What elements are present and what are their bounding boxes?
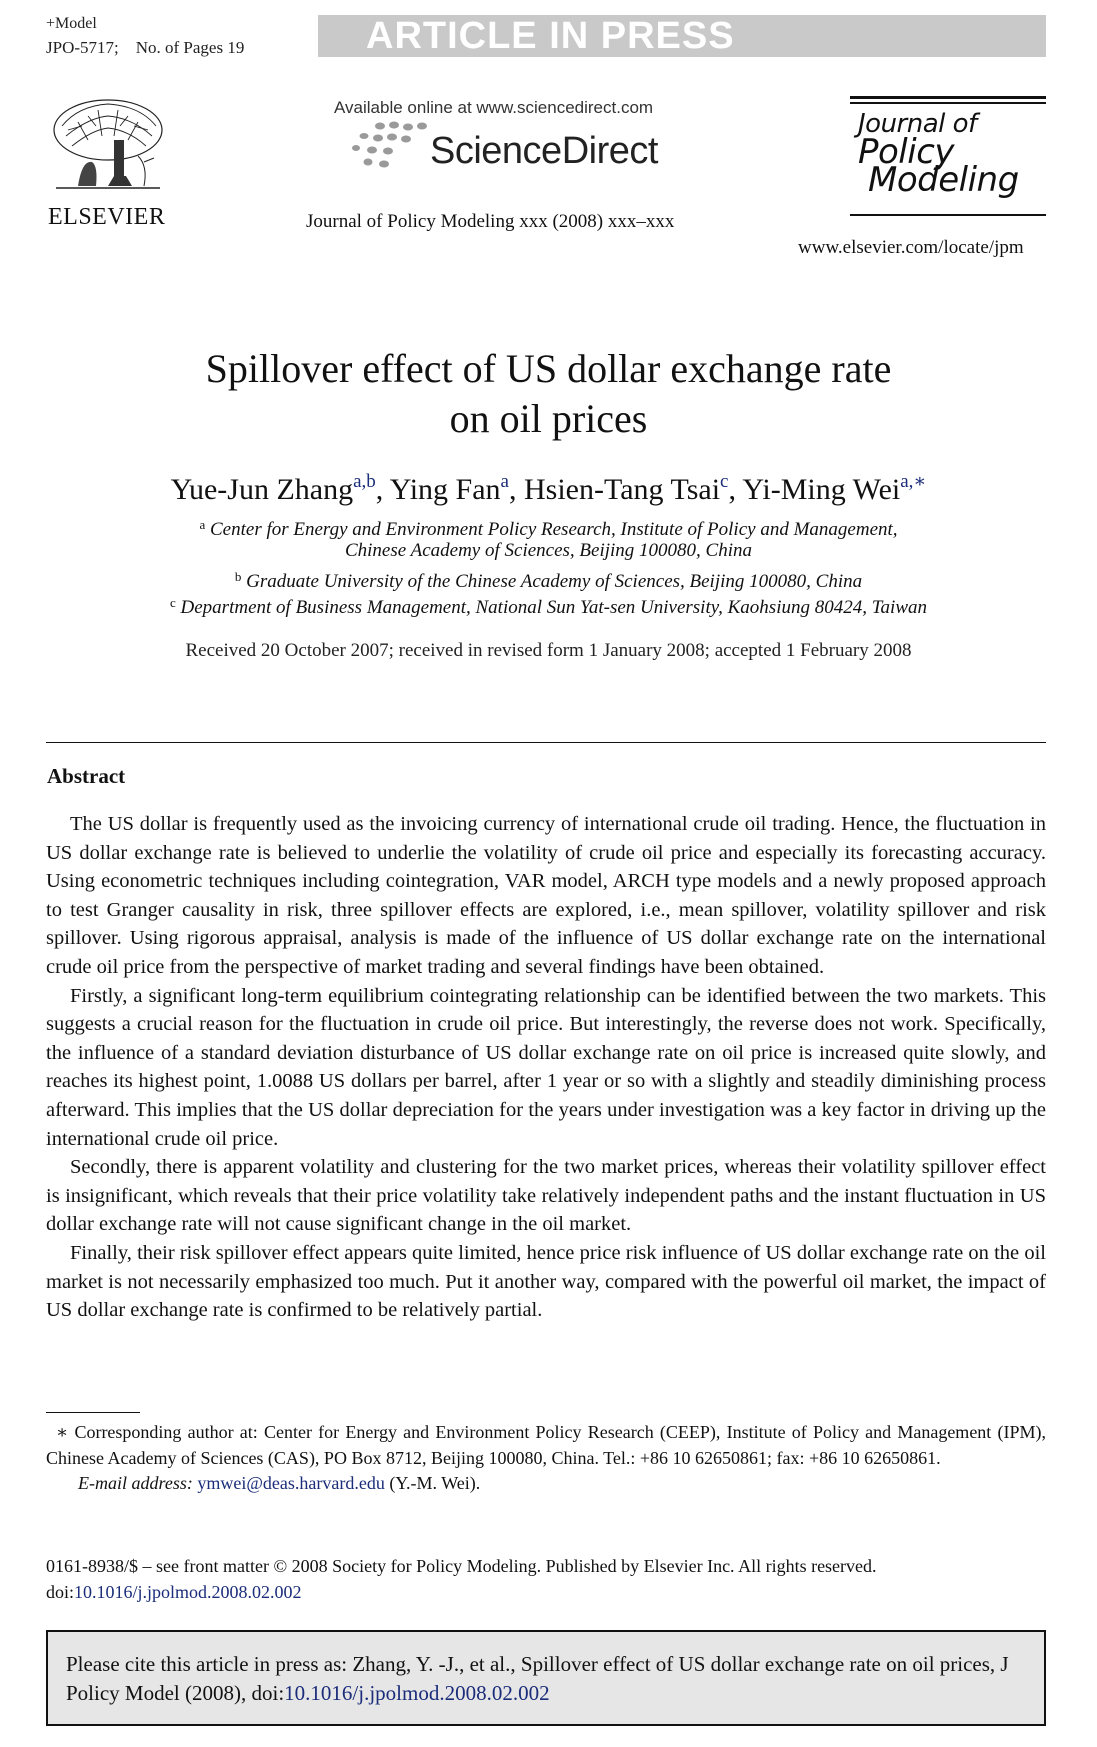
abstract-heading: Abstract xyxy=(47,764,126,788)
affiliation-text: Center for Energy and Environment Policy Research, Institute of Policy and Management, xyxy=(210,519,898,540)
email-owner: (Y.-M. Wei). xyxy=(389,1473,481,1493)
author-name: Hsien-Tang Tsai xyxy=(523,473,721,506)
elsevier-tree-icon xyxy=(48,96,166,192)
sciencedirect-dots-icon xyxy=(350,120,434,176)
affiliation-text: Department of Business Management, National Sun Yat-sen University, Kaohsiung 80424, Taiwan xyxy=(180,597,927,618)
footnote-star: ∗ xyxy=(56,1422,69,1442)
model-label: +Model xyxy=(46,15,97,32)
received-dates: Received 20 October 2007; received in revised form 1 January 2008; accepted 1 February 2008 xyxy=(185,640,912,661)
author-name: Yi-Ming Wei xyxy=(742,473,901,506)
article-code xyxy=(46,38,244,57)
affiliation-mark: c xyxy=(170,595,176,610)
journal-logo xyxy=(858,109,1019,200)
footnote xyxy=(46,1420,1046,1497)
author-affiliation-mark[interactable]: a,∗ xyxy=(900,471,927,492)
journal-logo-line3: Modeling xyxy=(868,160,1019,200)
author-list xyxy=(0,470,1097,507)
abstract-paragraph: Secondly, there is apparent volatility and clustering for the two market prices, whereas their volatility spillover effect is insignificant, which reveals that their price volatility take relatively independent paths and the instant fluctuation in US dollar exchange rate will not cause significant change in the oil market. xyxy=(46,1156,1046,1236)
footnote-text: Corresponding author at: Center for Energy and Environment Policy Research (CEEP), Institute of Policy and Management (IPM), Chinese Academy of Sciences (CAS), PO Box 8712, Beijing 100080, China. Tel.: +86 10 62650861; fax: +86 10 62650861. xyxy=(46,1422,1046,1468)
affiliation-a-line2: Chinese Academy of Sciences, Beijing 100080, China xyxy=(344,540,752,561)
journal-logo-line1: Journal of xyxy=(858,109,977,139)
affiliation-mark: b xyxy=(234,569,242,584)
abstract-paragraph: Finally, their risk spillover effect appears quite limited, hence price risk influence of US dollar exchange rate on the oil market is not necessarily emphasized too much. Put it another way, compared with the powerful oil market, the impact of US dollar exchange rate is confirmed to be relatively partial. xyxy=(46,1241,1046,1322)
journal-url[interactable]: www.elsevier.com/locate/jpm xyxy=(798,237,1024,258)
article-id: JPO-5717; xyxy=(46,38,119,57)
doi-label: doi: xyxy=(46,1581,75,1602)
citation-doi-link[interactable]: 10.1016/j.jpolmod.2008.02.002 xyxy=(284,1681,550,1705)
journal-logo-line2: Policy xyxy=(858,132,955,172)
citation-box xyxy=(46,1630,1046,1726)
citation-text: Please cite this article in press as: Zhang, Y. -J., et al., Spillover effect of US dollar exchange rate on oil prices, J Policy Model (2008), doi: xyxy=(66,1652,1009,1705)
footnote-rule xyxy=(46,1412,140,1413)
author-separator: , xyxy=(508,473,524,506)
doi-link[interactable]: 10.1016/j.jpolmod.2008.02.002 xyxy=(74,1581,302,1602)
page-count: No. of Pages 19 xyxy=(135,38,245,57)
doi-line xyxy=(46,1580,1046,1606)
title-line1: Spillover effect of US dollar exchange rate xyxy=(205,346,892,391)
abstract-body xyxy=(46,810,1046,1325)
author-affiliation-mark[interactable]: a xyxy=(500,471,509,492)
email-link[interactable]: ymwei@deas.harvard.edu xyxy=(197,1473,385,1493)
elsevier-wordmark: ELSEVIER xyxy=(48,204,166,230)
affiliation-mark: a xyxy=(199,517,206,532)
email-label: E-mail address: xyxy=(78,1473,193,1493)
journal-reference: Journal of Policy Modeling xxx (2008) xxx–xxx xyxy=(306,211,675,232)
title-line2: on oil prices xyxy=(449,396,648,441)
author-name: Ying Fan xyxy=(389,473,501,506)
abstract-divider xyxy=(46,742,1046,743)
article-title xyxy=(0,344,1097,444)
journal-logo-rule-top2 xyxy=(850,102,1046,104)
corresponding-author-note xyxy=(46,1420,1046,1471)
affiliation-text: Graduate University of the Chinese Academy of Sciences, Beijing 100080, China xyxy=(246,571,863,592)
journal-logo-rule-top xyxy=(850,96,1046,99)
affiliation-c xyxy=(0,590,1097,621)
abstract-paragraph: Firstly, a significant long-term equilibrium cointegrating relationship can be identified between the two markets. This suggests a crucial reason for the fluctuation in crude oil price. But interestingly, the reverse does not work. Specifically, the influence of a standard deviation disturbance of US dollar exchange rate on oil price is increased quite slowly, and reaches its highest point, 1.0088 US dollars per barrel, after 1 year or so with a slightly and steadily diminishing process afterward. This implies that the US dollar depreciation for the years under investigation was a key factor in driving up the international crude oil price. xyxy=(46,984,1046,1150)
copyright-block xyxy=(46,1554,1046,1605)
author-separator: , xyxy=(375,473,390,506)
available-online-text: Available online at www.sciencedirect.com xyxy=(334,98,654,117)
author-name: Yue-Jun Zhang xyxy=(170,473,354,506)
author-affiliation-mark[interactable]: a,b xyxy=(353,471,376,492)
author-affiliation-mark[interactable]: c xyxy=(720,471,729,492)
copyright-line: 0161-8938/$ – see front matter © 2008 Society for Policy Modeling. Published by Elsevier Inc. All rights reserved. xyxy=(46,1556,877,1576)
journal-logo-rule-bottom xyxy=(850,214,1046,216)
sciencedirect-wordmark: ScienceDirect xyxy=(430,130,658,172)
author-separator: , xyxy=(728,473,743,506)
email-line xyxy=(46,1471,1046,1497)
abstract-paragraph: The US dollar is frequently used as the invoicing currency of international crude oil trading. Hence, the fluctuation in US dollar exchange rate is believed to underlie the volatility of crude oil price and especially its forecasting accuracy. Using econometric techniques including cointegration, VAR model, ARCH type models and a newly proposed approach to test Granger causality in risk, three spillover effects are explored, i.e., mean spillover, volatility spillover and risk spillover. Using rigorous appraisal, analysis is made of the influence of US dollar exchange rate on the international crude oil price from the perspective of market trading and several findings have been obtained. xyxy=(46,813,1046,978)
article-in-press-text: ARTICLE IN PRESS xyxy=(366,15,735,57)
